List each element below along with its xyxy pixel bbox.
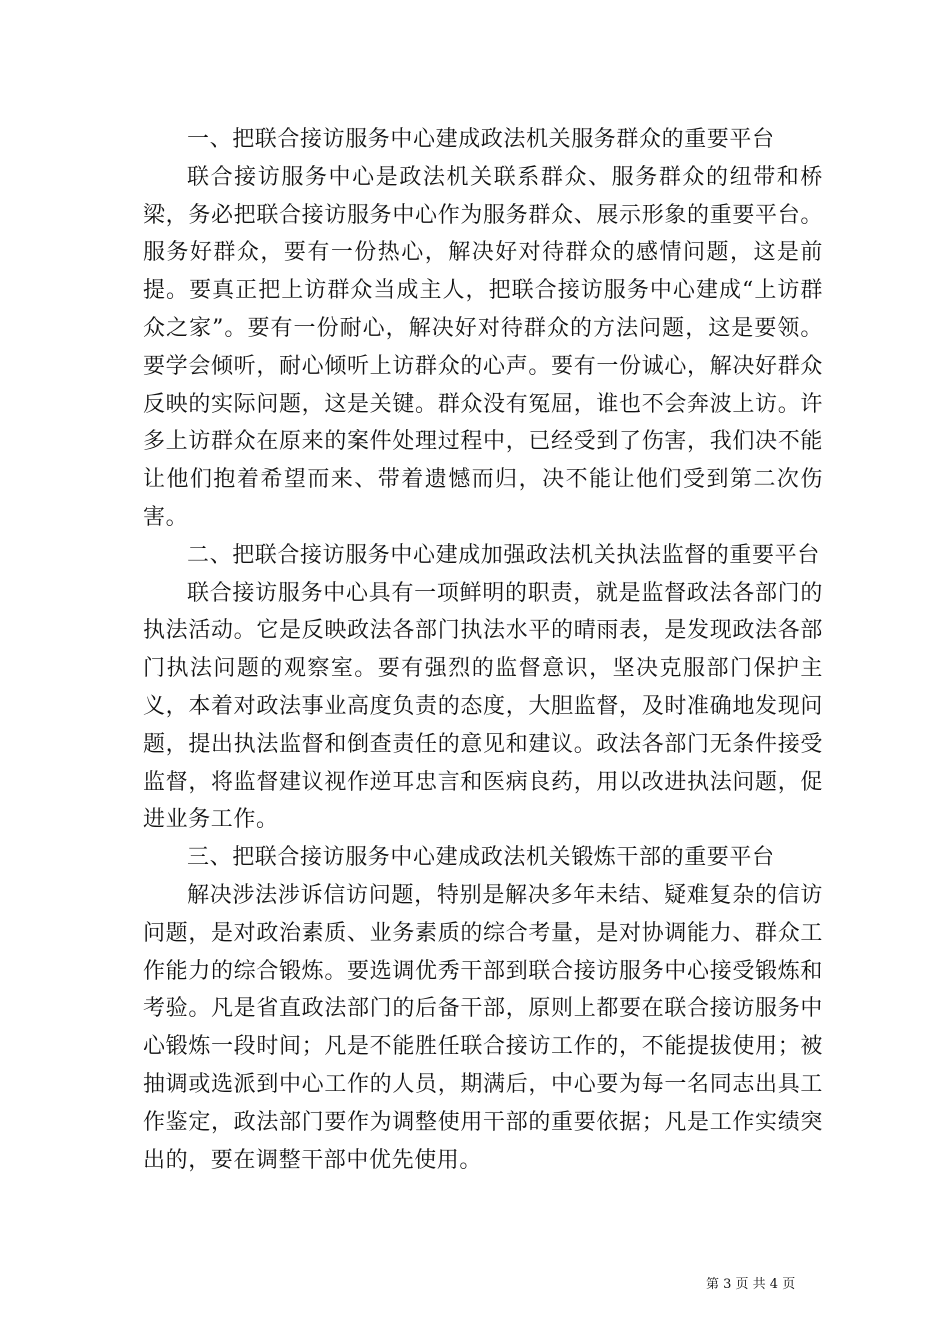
section-paragraph-2: 联合接访服务中心具有一项鲜明的职责，就是监督政法各部门的执法活动。它是反映政法各部门执法水平的晴雨表，是发现政法各部门执法问题的观察室。要有强烈的监督意识，坚决克服部门保护主义，本着对政法事业高度负责的态度，大胆监督，及时准确地发现问题，提出执法监督和倒查责任的意见和建议。政法各部门无条件接受监督，将监督建议视作逆耳忠言和医病良药，用以改进执法问题，促进业务工作。 <box>143 580 823 833</box>
page-number-footer: 第 3 页 共 4 页 <box>706 1277 796 1292</box>
section-paragraph-3: 解决涉法涉诉信访问题，特别是解决多年未结、疑难复杂的信访问题，是对政治素质、业务素质的综合考量，是对协调能力、群众工作能力的综合锻炼。要选调优秀干部到联合接访服务中心接受锻炼和考验。凡是省直政法部门的后备干部，原则上都要在联合接访服务中心锻炼一段时间；凡是不能胜任联合接访工作的，不能提拔使用；被抽调或选派到中心工作的人员，期满后，中心要为每一名同志出具工作鉴定，政法部门要作为调整使用干部的重要依据；凡是工作实绩突出的，要在调整干部中优先使用。 <box>143 882 823 1173</box>
document-body <box>143 121 823 1179</box>
section-heading-2: 二、把联合接访服务中心建成加强政法机关执法监督的重要平台 <box>187 542 820 568</box>
section-paragraph-1: 联合接访服务中心是政法机关联系群众、服务群众的纽带和桥梁，务必把联合接访服务中心作为服务群众、展示形象的重要平台。服务好群众，要有一份热心，解决好对待群众的感情问题，这是前提。要真正把上访群众当成主人，把联合接访服务中心建成“上访群众之家”。要有一份耐心，解决好对待群众的方法问题，这是要领。要学会倾听，耐心倾听上访群众的心声。要有一份诚心，解决好群众反映的实际问题，这是关键。群众没有冤屈，谁也不会奔波上访。许多上访群众在原来的案件处理过程中，已经受到了伤害，我们决不能让他们抱着希望而来、带着遗憾而归，决不能让他们受到第二次伤害。 <box>143 164 823 530</box>
section-heading-3: 三、把联合接访服务中心建成政法机关锻炼干部的重要平台 <box>187 845 775 871</box>
section-heading-1: 一、把联合接访服务中心建成政法机关服务群众的重要平台 <box>187 127 775 152</box>
